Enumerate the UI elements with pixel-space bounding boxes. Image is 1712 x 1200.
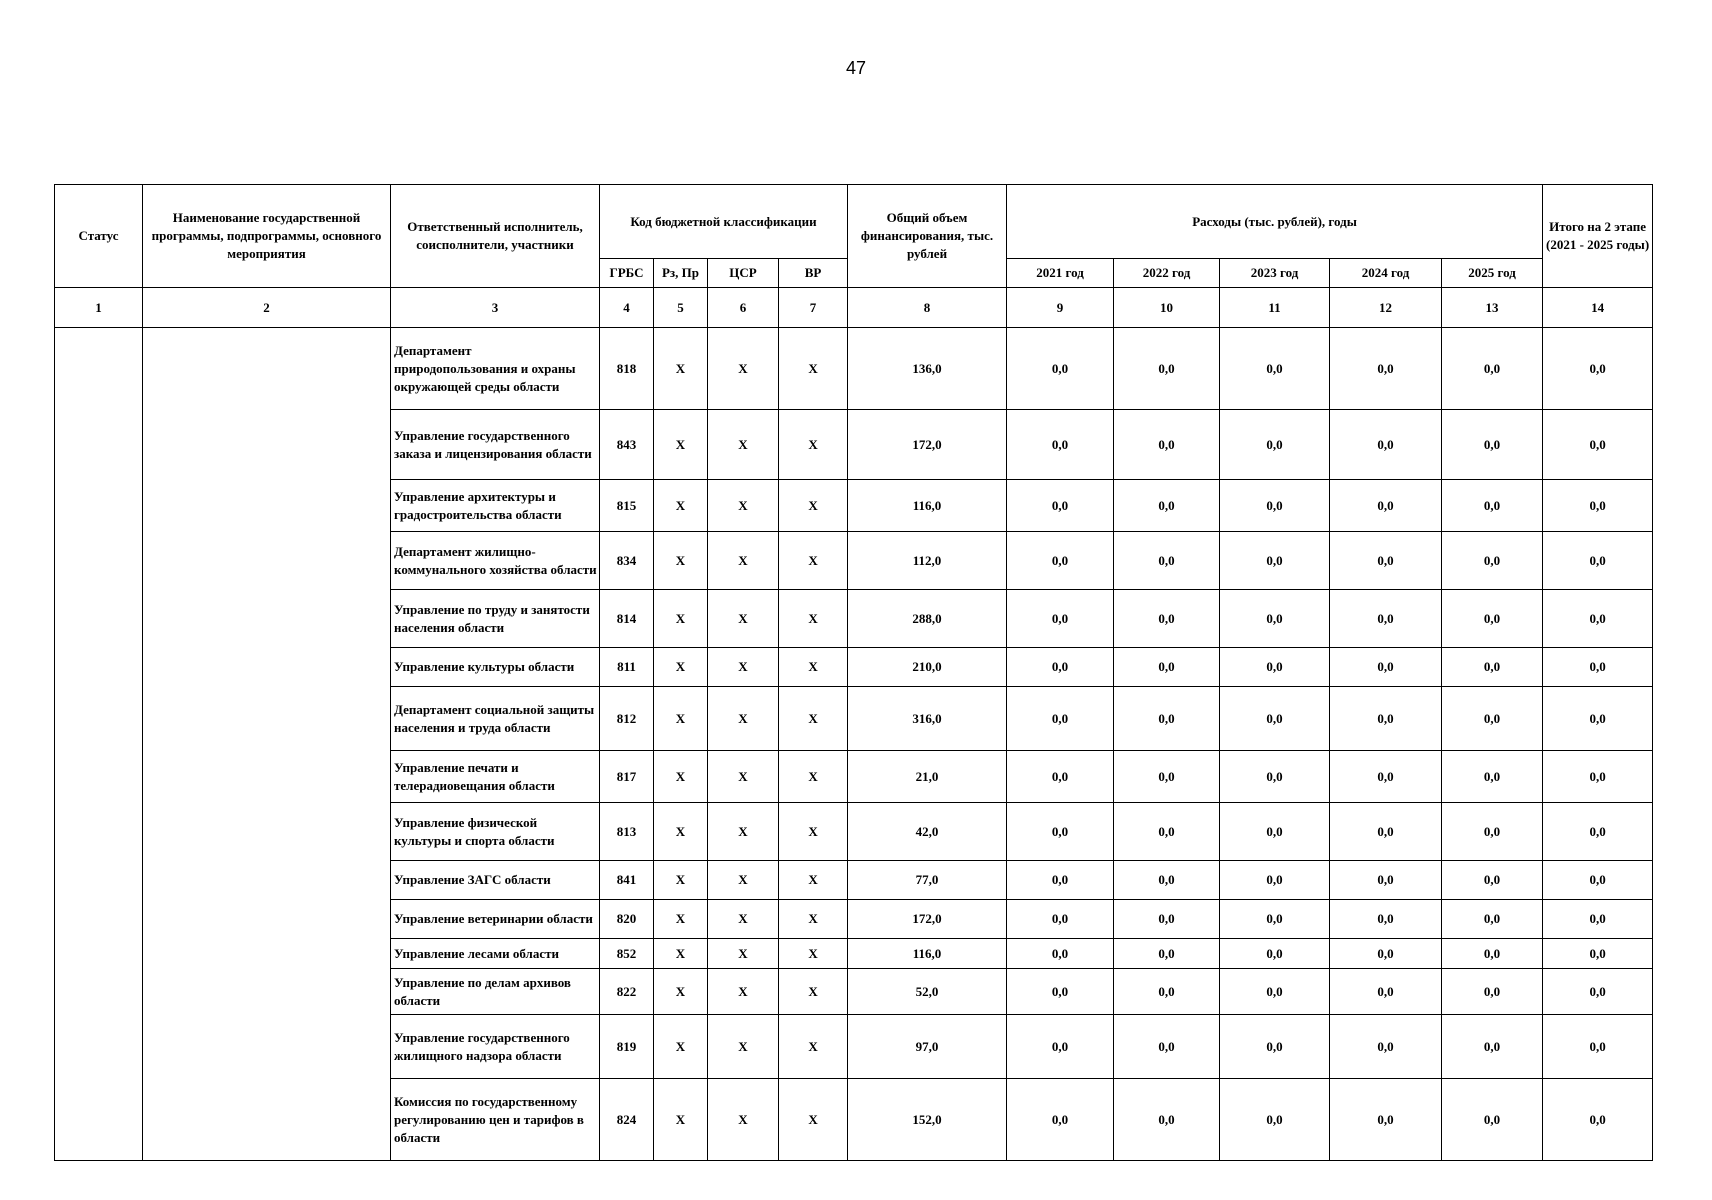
grbs-cell: 824 bbox=[600, 1079, 654, 1161]
vr-cell: Х bbox=[779, 328, 848, 410]
csr-cell: Х bbox=[708, 1079, 779, 1161]
expense-2021-cell: 0,0 bbox=[1007, 480, 1114, 532]
expense-2021-cell: 0,0 bbox=[1007, 410, 1114, 480]
header-vr: ВР bbox=[779, 259, 848, 288]
total-volume-cell: 112,0 bbox=[848, 532, 1007, 590]
rz-pr-cell: Х bbox=[654, 590, 708, 648]
header-stage-total: Итого на 2 этапе (2021 - 2025 годы) bbox=[1543, 185, 1653, 288]
rz-pr-cell: Х bbox=[654, 328, 708, 410]
grbs-cell: 818 bbox=[600, 328, 654, 410]
executor-cell: Управление государственного заказа и лицензирования области bbox=[391, 410, 600, 480]
expense-2022-cell: 0,0 bbox=[1114, 1079, 1220, 1161]
stage-total-cell: 0,0 bbox=[1543, 328, 1653, 410]
header-expenses: Расходы (тыс. рублей), годы bbox=[1007, 185, 1543, 259]
expense-2021-cell: 0,0 bbox=[1007, 900, 1114, 939]
total-volume-cell: 116,0 bbox=[848, 480, 1007, 532]
vr-cell: Х bbox=[779, 1015, 848, 1079]
grbs-cell: 814 bbox=[600, 590, 654, 648]
rz-pr-cell: Х bbox=[654, 751, 708, 803]
expense-2022-cell: 0,0 bbox=[1114, 803, 1220, 861]
grbs-cell: 815 bbox=[600, 480, 654, 532]
executor-cell: Управление архитектуры и градостроительства области bbox=[391, 480, 600, 532]
expense-2021-cell: 0,0 bbox=[1007, 590, 1114, 648]
expense-2021-cell: 0,0 bbox=[1007, 969, 1114, 1015]
expense-2021-cell: 0,0 bbox=[1007, 687, 1114, 751]
column-number: 2 bbox=[143, 288, 391, 328]
expense-2022-cell: 0,0 bbox=[1114, 687, 1220, 751]
total-volume-cell: 116,0 bbox=[848, 939, 1007, 969]
expense-2025-cell: 0,0 bbox=[1442, 648, 1543, 687]
expense-2024-cell: 0,0 bbox=[1330, 480, 1442, 532]
expense-2023-cell: 0,0 bbox=[1220, 328, 1330, 410]
rz-pr-cell: Х bbox=[654, 532, 708, 590]
header-year-2023: 2023 год bbox=[1220, 259, 1330, 288]
expense-2021-cell: 0,0 bbox=[1007, 861, 1114, 900]
expense-2025-cell: 0,0 bbox=[1442, 751, 1543, 803]
expense-2023-cell: 0,0 bbox=[1220, 969, 1330, 1015]
grbs-cell: 841 bbox=[600, 861, 654, 900]
expense-2025-cell: 0,0 bbox=[1442, 969, 1543, 1015]
header-total-volume: Общий объем финансирования, тыс. рублей bbox=[848, 185, 1007, 288]
vr-cell: Х bbox=[779, 590, 848, 648]
budget-table bbox=[54, 184, 1653, 1161]
vr-cell: Х bbox=[779, 751, 848, 803]
total-volume-cell: 97,0 bbox=[848, 1015, 1007, 1079]
expense-2024-cell: 0,0 bbox=[1330, 939, 1442, 969]
header-year-2021: 2021 год bbox=[1007, 259, 1114, 288]
total-volume-cell: 52,0 bbox=[848, 969, 1007, 1015]
executor-cell: Управление ветеринарии области bbox=[391, 900, 600, 939]
stage-total-cell: 0,0 bbox=[1543, 969, 1653, 1015]
expense-2023-cell: 0,0 bbox=[1220, 532, 1330, 590]
stage-total-cell: 0,0 bbox=[1543, 590, 1653, 648]
csr-cell: Х bbox=[708, 751, 779, 803]
executor-cell: Управление ЗАГС области bbox=[391, 861, 600, 900]
expense-2023-cell: 0,0 bbox=[1220, 751, 1330, 803]
rz-pr-cell: Х bbox=[654, 861, 708, 900]
expense-2022-cell: 0,0 bbox=[1114, 328, 1220, 410]
expense-2025-cell: 0,0 bbox=[1442, 1015, 1543, 1079]
rz-pr-cell: Х bbox=[654, 1015, 708, 1079]
header-year-2025: 2025 год bbox=[1442, 259, 1543, 288]
executor-cell: Управление по труду и занятости населения области bbox=[391, 590, 600, 648]
csr-cell: Х bbox=[708, 480, 779, 532]
rz-pr-cell: Х bbox=[654, 480, 708, 532]
expense-2023-cell: 0,0 bbox=[1220, 590, 1330, 648]
vr-cell: Х bbox=[779, 410, 848, 480]
column-number: 8 bbox=[848, 288, 1007, 328]
column-number: 14 bbox=[1543, 288, 1653, 328]
expense-2025-cell: 0,0 bbox=[1442, 590, 1543, 648]
grbs-cell: 812 bbox=[600, 687, 654, 751]
stage-total-cell: 0,0 bbox=[1543, 648, 1653, 687]
expense-2024-cell: 0,0 bbox=[1330, 1015, 1442, 1079]
csr-cell: Х bbox=[708, 410, 779, 480]
table-header bbox=[55, 185, 1653, 328]
total-volume-cell: 172,0 bbox=[848, 410, 1007, 480]
expense-2022-cell: 0,0 bbox=[1114, 532, 1220, 590]
csr-cell: Х bbox=[708, 328, 779, 410]
vr-cell: Х bbox=[779, 939, 848, 969]
executor-cell: Комиссия по государственному регулированию цен и тарифов в области bbox=[391, 1079, 600, 1161]
expense-2023-cell: 0,0 bbox=[1220, 939, 1330, 969]
rz-pr-cell: Х bbox=[654, 900, 708, 939]
csr-cell: Х bbox=[708, 803, 779, 861]
header-year-2022: 2022 год bbox=[1114, 259, 1220, 288]
expense-2025-cell: 0,0 bbox=[1442, 900, 1543, 939]
header-year-2024: 2024 год bbox=[1330, 259, 1442, 288]
stage-total-cell: 0,0 bbox=[1543, 939, 1653, 969]
expense-2022-cell: 0,0 bbox=[1114, 480, 1220, 532]
rz-pr-cell: Х bbox=[654, 1079, 708, 1161]
expense-2022-cell: 0,0 bbox=[1114, 969, 1220, 1015]
stage-total-cell: 0,0 bbox=[1543, 687, 1653, 751]
stage-total-cell: 0,0 bbox=[1543, 1015, 1653, 1079]
column-number: 1 bbox=[55, 288, 143, 328]
csr-cell: Х bbox=[708, 900, 779, 939]
vr-cell: Х bbox=[779, 532, 848, 590]
stage-total-cell: 0,0 bbox=[1543, 1079, 1653, 1161]
expense-2025-cell: 0,0 bbox=[1442, 532, 1543, 590]
vr-cell: Х bbox=[779, 861, 848, 900]
stage-total-cell: 0,0 bbox=[1543, 900, 1653, 939]
expense-2025-cell: 0,0 bbox=[1442, 410, 1543, 480]
rz-pr-cell: Х bbox=[654, 687, 708, 751]
header-csr: ЦСР bbox=[708, 259, 779, 288]
page-number: 47 bbox=[845, 58, 867, 78]
vr-cell: Х bbox=[779, 687, 848, 751]
expense-2024-cell: 0,0 bbox=[1330, 900, 1442, 939]
rz-pr-cell: Х bbox=[654, 939, 708, 969]
expense-2023-cell: 0,0 bbox=[1220, 480, 1330, 532]
expense-2023-cell: 0,0 bbox=[1220, 648, 1330, 687]
column-number: 6 bbox=[708, 288, 779, 328]
grbs-cell: 834 bbox=[600, 532, 654, 590]
vr-cell: Х bbox=[779, 900, 848, 939]
table-body bbox=[55, 328, 1653, 1161]
grbs-cell: 843 bbox=[600, 410, 654, 480]
column-number: 7 bbox=[779, 288, 848, 328]
executor-cell: Управление культуры области bbox=[391, 648, 600, 687]
stage-total-cell: 0,0 bbox=[1543, 861, 1653, 900]
vr-cell: Х bbox=[779, 480, 848, 532]
stage-total-cell: 0,0 bbox=[1543, 480, 1653, 532]
expense-2024-cell: 0,0 bbox=[1330, 751, 1442, 803]
stage-total-cell: 0,0 bbox=[1543, 532, 1653, 590]
header-grbs: ГРБС bbox=[600, 259, 654, 288]
column-number: 5 bbox=[654, 288, 708, 328]
total-volume-cell: 210,0 bbox=[848, 648, 1007, 687]
expense-2024-cell: 0,0 bbox=[1330, 648, 1442, 687]
header-budget-code: Код бюджетной классификации bbox=[600, 185, 848, 259]
program-name-cell bbox=[143, 328, 391, 1161]
header-rz-pr: Рз, Пр bbox=[654, 259, 708, 288]
grbs-cell: 852 bbox=[600, 939, 654, 969]
grbs-cell: 817 bbox=[600, 751, 654, 803]
executor-cell: Управление по делам архивов области bbox=[391, 969, 600, 1015]
total-volume-cell: 42,0 bbox=[848, 803, 1007, 861]
vr-cell: Х bbox=[779, 1079, 848, 1161]
total-volume-cell: 316,0 bbox=[848, 687, 1007, 751]
csr-cell: Х bbox=[708, 532, 779, 590]
expense-2024-cell: 0,0 bbox=[1330, 687, 1442, 751]
total-volume-cell: 136,0 bbox=[848, 328, 1007, 410]
expense-2022-cell: 0,0 bbox=[1114, 1015, 1220, 1079]
stage-total-cell: 0,0 bbox=[1543, 803, 1653, 861]
rz-pr-cell: Х bbox=[654, 969, 708, 1015]
expense-2023-cell: 0,0 bbox=[1220, 1079, 1330, 1161]
expense-2021-cell: 0,0 bbox=[1007, 1079, 1114, 1161]
expense-2022-cell: 0,0 bbox=[1114, 900, 1220, 939]
expense-2021-cell: 0,0 bbox=[1007, 328, 1114, 410]
expense-2023-cell: 0,0 bbox=[1220, 410, 1330, 480]
stage-total-cell: 0,0 bbox=[1543, 410, 1653, 480]
executor-cell: Департамент социальной защиты населения и труда области bbox=[391, 687, 600, 751]
csr-cell: Х bbox=[708, 590, 779, 648]
csr-cell: Х bbox=[708, 1015, 779, 1079]
expense-2022-cell: 0,0 bbox=[1114, 861, 1220, 900]
vr-cell: Х bbox=[779, 969, 848, 1015]
rz-pr-cell: Х bbox=[654, 648, 708, 687]
grbs-cell: 819 bbox=[600, 1015, 654, 1079]
expense-2025-cell: 0,0 bbox=[1442, 480, 1543, 532]
expense-2025-cell: 0,0 bbox=[1442, 1079, 1543, 1161]
expense-2025-cell: 0,0 bbox=[1442, 803, 1543, 861]
grbs-cell: 820 bbox=[600, 900, 654, 939]
rz-pr-cell: Х bbox=[654, 410, 708, 480]
expense-2024-cell: 0,0 bbox=[1330, 410, 1442, 480]
vr-cell: Х bbox=[779, 648, 848, 687]
expense-2023-cell: 0,0 bbox=[1220, 803, 1330, 861]
expense-2021-cell: 0,0 bbox=[1007, 532, 1114, 590]
expense-2023-cell: 0,0 bbox=[1220, 900, 1330, 939]
expense-2024-cell: 0,0 bbox=[1330, 969, 1442, 1015]
executor-cell: Управление лесами области bbox=[391, 939, 600, 969]
csr-cell: Х bbox=[708, 687, 779, 751]
expense-2025-cell: 0,0 bbox=[1442, 328, 1543, 410]
header-executor: Ответственный исполнитель, соисполнители, участники bbox=[391, 185, 600, 288]
expense-2024-cell: 0,0 bbox=[1330, 1079, 1442, 1161]
expense-2024-cell: 0,0 bbox=[1330, 328, 1442, 410]
header-status: Статус bbox=[55, 185, 143, 288]
expense-2021-cell: 0,0 bbox=[1007, 803, 1114, 861]
column-number: 4 bbox=[600, 288, 654, 328]
executor-cell: Департамент природопользования и охраны окружающей среды области bbox=[391, 328, 600, 410]
column-number: 12 bbox=[1330, 288, 1442, 328]
expense-2023-cell: 0,0 bbox=[1220, 1015, 1330, 1079]
total-volume-cell: 288,0 bbox=[848, 590, 1007, 648]
executor-cell: Управление физической культуры и спорта области bbox=[391, 803, 600, 861]
column-number: 11 bbox=[1220, 288, 1330, 328]
total-volume-cell: 172,0 bbox=[848, 900, 1007, 939]
csr-cell: Х bbox=[708, 969, 779, 1015]
total-volume-cell: 152,0 bbox=[848, 1079, 1007, 1161]
column-number: 10 bbox=[1114, 288, 1220, 328]
column-number: 3 bbox=[391, 288, 600, 328]
expense-2023-cell: 0,0 bbox=[1220, 687, 1330, 751]
csr-cell: Х bbox=[708, 648, 779, 687]
expense-2021-cell: 0,0 bbox=[1007, 939, 1114, 969]
total-volume-cell: 21,0 bbox=[848, 751, 1007, 803]
expense-2024-cell: 0,0 bbox=[1330, 532, 1442, 590]
executor-cell: Управление государственного жилищного надзора области bbox=[391, 1015, 600, 1079]
column-number: 9 bbox=[1007, 288, 1114, 328]
expense-2025-cell: 0,0 bbox=[1442, 939, 1543, 969]
expense-2022-cell: 0,0 bbox=[1114, 939, 1220, 969]
grbs-cell: 822 bbox=[600, 969, 654, 1015]
expense-2022-cell: 0,0 bbox=[1114, 751, 1220, 803]
expense-2021-cell: 0,0 bbox=[1007, 751, 1114, 803]
executor-cell: Управление печати и телерадиовещания области bbox=[391, 751, 600, 803]
expense-2021-cell: 0,0 bbox=[1007, 1015, 1114, 1079]
stage-total-cell: 0,0 bbox=[1543, 751, 1653, 803]
status-cell bbox=[55, 328, 143, 1161]
expense-2022-cell: 0,0 bbox=[1114, 590, 1220, 648]
expense-2024-cell: 0,0 bbox=[1330, 590, 1442, 648]
expense-2025-cell: 0,0 bbox=[1442, 861, 1543, 900]
grbs-cell: 813 bbox=[600, 803, 654, 861]
expense-2021-cell: 0,0 bbox=[1007, 648, 1114, 687]
expense-2024-cell: 0,0 bbox=[1330, 861, 1442, 900]
grbs-cell: 811 bbox=[600, 648, 654, 687]
table-row bbox=[55, 328, 1653, 410]
expense-2025-cell: 0,0 bbox=[1442, 687, 1543, 751]
rz-pr-cell: Х bbox=[654, 803, 708, 861]
expense-2022-cell: 0,0 bbox=[1114, 648, 1220, 687]
column-number-row bbox=[55, 288, 1653, 328]
expense-2023-cell: 0,0 bbox=[1220, 861, 1330, 900]
csr-cell: Х bbox=[708, 939, 779, 969]
vr-cell: Х bbox=[779, 803, 848, 861]
csr-cell: Х bbox=[708, 861, 779, 900]
expense-2024-cell: 0,0 bbox=[1330, 803, 1442, 861]
executor-cell: Департамент жилищно-коммунального хозяйства области bbox=[391, 532, 600, 590]
expense-2022-cell: 0,0 bbox=[1114, 410, 1220, 480]
total-volume-cell: 77,0 bbox=[848, 861, 1007, 900]
column-number: 13 bbox=[1442, 288, 1543, 328]
header-program-name: Наименование государственной программы, подпрограммы, основного мероприятия bbox=[143, 185, 391, 288]
